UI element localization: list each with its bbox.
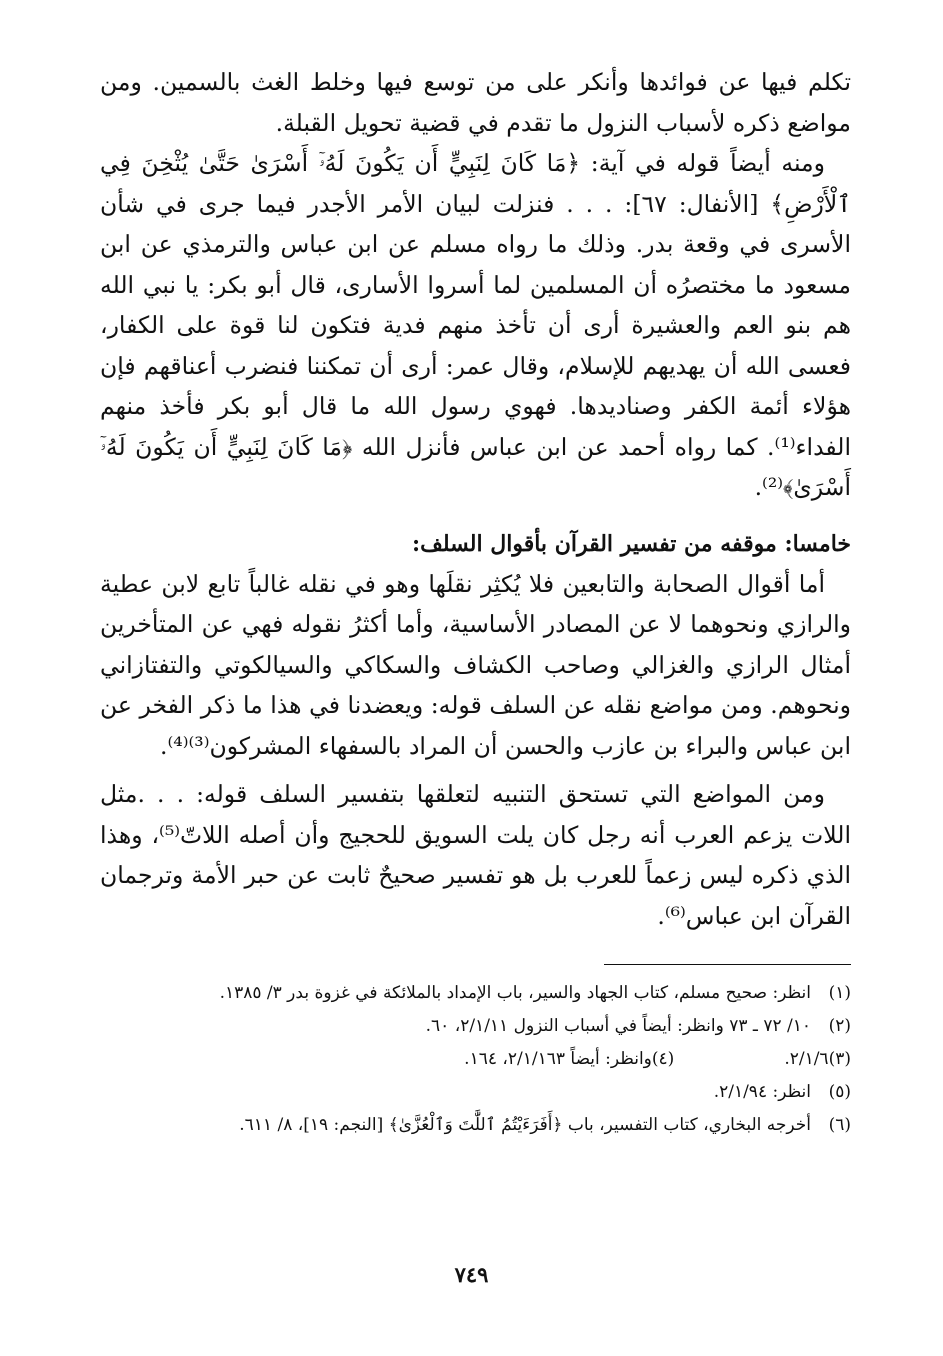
footnote-text: ١٠/ ٧٢ ـ ٧٣ وانظر: أيضاً في أسباب النزول ٢/١/١١، ٦٠.	[425, 1016, 811, 1036]
main-text	[100, 62, 851, 936]
footnote-2	[100, 1010, 851, 1043]
paragraph-2: ومنه أيضاً قوله في آية: ﴿مَا كَانَ لِنَبِيٍّ أَن يَكُونَ لَهُۥٓ أَسْرَىٰ حَتَّىٰ يُثْخِنَ فِي ٱلْأَرْضِ﴾ [الأنفال: ٦٧]: . . . فنزلت لبيان الأمر الأجدر فيما جرى في شأن الأسرى في وقعة بدر. وذلك ما رواه مسلم عن ابن عباس والترمذي عن ابن مسعود ما مختصرُه أن المسلمين لما أسروا الأسارى، قال أبو بكر: يا نبي الله هم بنو العم والعشيرة أرى أن تأخذ منهم فدية فتكون لنا قوة على الكفار، فعسى الله أن يهديهم للإسلام، وقال عمر: أرى أن تمكننا فنضرب أعناقهم فإن هؤلاء أئمة الكفر وصناديدها. فهوي رسول الله ما قال أبو بكر فأخذ منهم الفداء⁽¹⁾. كما رواه أحمد عن ابن عباس فأنزل الله ﴿مَا كَانَ لِنَبِيٍّ أَن يَكُونَ لَهُۥٓ أَسْرَىٰ﴾⁽²⁾.	[100, 149, 852, 501]
footnotes	[100, 977, 851, 1142]
footnote-6	[100, 1109, 851, 1142]
footnote-4	[464, 1043, 674, 1076]
footnote-number: (٣)	[828, 1049, 851, 1069]
paragraph-3: أما أقوال الصحابة والتابعين فلا يُكثِر نقلَها وهو في نقله غالباً تابع لابن عطية والرازي ونحوهما لا عن المصادر الأساسية، وأما أكثرُ نقوله فهي عن المتأخرين أمثال الرازي والغزالي وصاحب الكشاف والسكاكي والسيالكوتي والتفتازاني ونحوهم. ومن مواضع نقله عن السلف قوله: ويعضدنا في هذا ما ذكر الفخر عن ابن عباس والبراء بن عازب والحسن أن المراد بالسفهاء المشركون⁽³⁾⁽⁴⁾.	[100, 569, 851, 760]
footnote-number: (١)	[828, 983, 851, 1003]
footnote-3-4-row	[100, 1043, 851, 1076]
footnote-text: ٢/١/٦.	[784, 1049, 829, 1069]
footnote-text: انظر: ٢/١/٩٤.	[713, 1082, 811, 1102]
footnote-3	[784, 1043, 851, 1076]
section-heading: خامسا: موقفه من تفسير القرآن بأقوال السلف:	[411, 530, 851, 557]
footnote-number: (٥)	[828, 1082, 851, 1102]
footnote-text: أخرجه البخاري، كتاب التفسير، باب ﴿أَفَرَءَيْتُمُ ٱللَّٰتَ وَٱلْعُزَّىٰ﴾ [النجم: ١٩]، ٨/ ٦١١.	[239, 1115, 811, 1135]
footnote-number: (٦)	[828, 1115, 851, 1135]
footnote-number: (٤)	[651, 1049, 675, 1069]
paragraph-1: تكلم فيها عن فوائدها وأنكر على من توسع فيها وخلط الغث بالسمين. ومن مواضع ذكره لأسباب النزول ما تقدم في قضية تحويل القبلة.	[100, 68, 851, 137]
footnote-5	[100, 1076, 851, 1109]
footnote-number: (٢)	[828, 1016, 851, 1036]
footnote-1	[100, 977, 851, 1010]
footnote-text: وانظر: أيضاً ٢/١/١٦٣، ١٦٤.	[464, 1049, 652, 1069]
footnote-text: انظر: صحيح مسلم، كتاب الجهاد والسير، باب الإمداد بالملائكة في غزوة بدر ٣/ ١٣٨٥.	[219, 983, 811, 1003]
paragraph-4: ومن المواضع التي تستحق التنبيه لتعلقها بتفسير السلف قوله: . . .مثل اللات يزعم العرب أنه رجل كان يلت السويق للحجيج وأن أصله اللاتّ⁽⁵⁾، وهذا الذي ذكره ليس زعماً للعرب بل هو تفسير صحيحٌ ثابت عن حبر الأمة وترجمان القرآن ابن عباس⁽⁶⁾.	[100, 780, 851, 930]
footnote-separator	[604, 964, 851, 965]
page-number: ٧٤٩	[454, 1262, 489, 1287]
